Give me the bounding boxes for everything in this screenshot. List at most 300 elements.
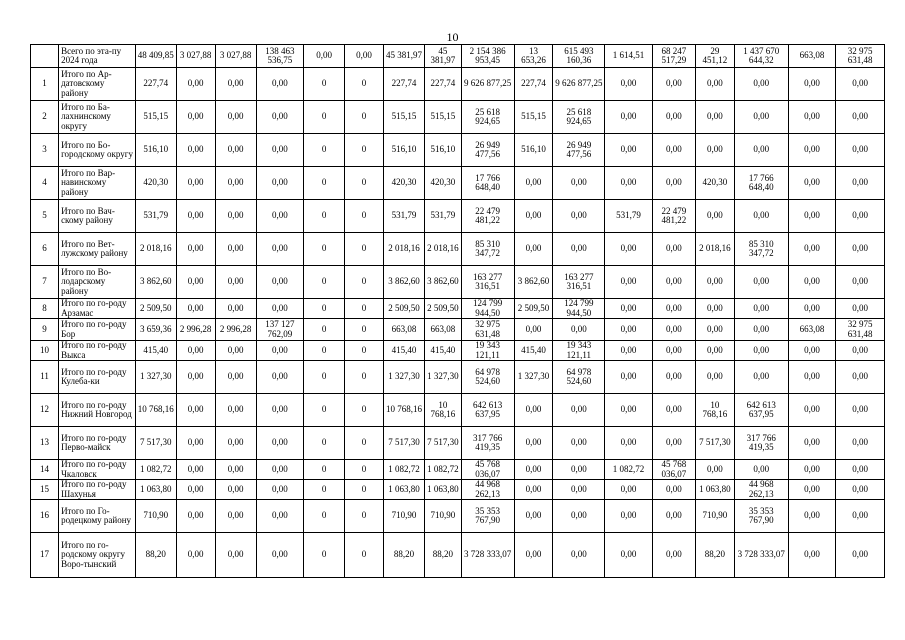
- value-cell: 0,00: [176, 68, 215, 101]
- value-cell: 3 862,60: [514, 266, 553, 299]
- row-label-cell: Итого по го-роду Кулеба-ки: [59, 361, 136, 394]
- value-cell: 0,00: [514, 394, 553, 427]
- value-cell: 2 509,50: [383, 299, 424, 319]
- value-cell: 0: [345, 319, 384, 341]
- value-cell: 0,00: [256, 134, 304, 167]
- value-cell: 25 618 924,65: [553, 101, 605, 134]
- value-cell: 35 353 767,90: [734, 500, 788, 533]
- value-cell: 85 310 347,72: [461, 233, 514, 266]
- value-cell: 0: [304, 500, 345, 533]
- value-cell: 0,00: [695, 319, 734, 341]
- table-row: [31, 134, 885, 167]
- table-row: [31, 500, 885, 533]
- value-cell: 0,00: [176, 460, 215, 480]
- value-cell: 88,20: [695, 533, 734, 578]
- value-cell: 25 618 924,65: [461, 101, 514, 134]
- value-cell: 0,00: [553, 394, 605, 427]
- value-cell: 1 063,80: [424, 480, 461, 500]
- value-cell: 0,00: [605, 134, 653, 167]
- value-cell: 0,00: [652, 233, 695, 266]
- value-cell: 0,00: [836, 361, 885, 394]
- value-cell: 0,00: [788, 460, 836, 480]
- value-cell: 88,20: [424, 533, 461, 578]
- value-cell: 0,00: [605, 341, 653, 361]
- value-cell: 1 063,80: [695, 480, 734, 500]
- value-cell: 317 766 419,35: [734, 427, 788, 460]
- value-cell: 515,15: [383, 101, 424, 134]
- value-cell: 0: [304, 134, 345, 167]
- value-cell: 1 082,72: [383, 460, 424, 480]
- value-cell: 0,00: [734, 460, 788, 480]
- value-cell: 9 626 877,25: [553, 68, 605, 101]
- value-cell: 663,08: [788, 45, 836, 68]
- value-cell: 0,00: [788, 299, 836, 319]
- value-cell: 26 949 477,56: [553, 134, 605, 167]
- value-cell: 10 768,16: [383, 394, 424, 427]
- row-label-cell: Итого по Вар-навинскому району: [59, 167, 136, 200]
- table-row: [31, 200, 885, 233]
- value-cell: 227,74: [424, 68, 461, 101]
- value-cell: 7 517,30: [383, 427, 424, 460]
- value-cell: 515,15: [424, 101, 461, 134]
- value-cell: 516,10: [514, 134, 553, 167]
- value-cell: 3 659,36: [135, 319, 176, 341]
- table-row: [31, 533, 885, 578]
- row-number-cell: 2: [31, 101, 59, 134]
- value-cell: 0: [304, 68, 345, 101]
- value-cell: 45 768 036,07: [652, 460, 695, 480]
- value-cell: 0,00: [788, 394, 836, 427]
- row-number-cell: 10: [31, 341, 59, 361]
- value-cell: 0,00: [256, 500, 304, 533]
- value-cell: 0: [304, 480, 345, 500]
- value-cell: 1 437 670 644,32: [734, 45, 788, 68]
- value-cell: 0,00: [695, 361, 734, 394]
- table-row: [31, 167, 885, 200]
- value-cell: 0,00: [734, 134, 788, 167]
- value-cell: 0,00: [514, 427, 553, 460]
- value-cell: 0,00: [553, 460, 605, 480]
- value-cell: 10 768,16: [424, 394, 461, 427]
- value-cell: 26 949 477,56: [461, 134, 514, 167]
- value-cell: 0,00: [176, 341, 215, 361]
- value-cell: 0,00: [176, 427, 215, 460]
- value-cell: 0,00: [256, 200, 304, 233]
- value-cell: 1 082,72: [605, 460, 653, 480]
- value-cell: 615 493 160,36: [553, 45, 605, 68]
- row-number-cell: 12: [31, 394, 59, 427]
- row-label-cell: Итого по Вач-скому району: [59, 200, 136, 233]
- row-number-cell: 1: [31, 68, 59, 101]
- value-cell: 0,00: [256, 101, 304, 134]
- row-number-cell: 6: [31, 233, 59, 266]
- value-cell: 0,00: [553, 533, 605, 578]
- value-cell: 0,00: [553, 427, 605, 460]
- value-cell: 0,00: [695, 134, 734, 167]
- row-label-cell: Итого по Бо-городскому округу: [59, 134, 136, 167]
- value-cell: 0,00: [176, 500, 215, 533]
- value-cell: 0,00: [695, 68, 734, 101]
- value-cell: 663,08: [383, 319, 424, 341]
- value-cell: 0,00: [256, 460, 304, 480]
- value-cell: 0,00: [605, 299, 653, 319]
- value-cell: 45 381,97: [383, 45, 424, 68]
- value-cell: 0,00: [788, 427, 836, 460]
- value-cell: 19 343 121,11: [553, 341, 605, 361]
- value-cell: 0,00: [836, 480, 885, 500]
- value-cell: 420,30: [695, 167, 734, 200]
- value-cell: 227,74: [514, 68, 553, 101]
- row-number-cell: 11: [31, 361, 59, 394]
- value-cell: 22 479 481,22: [652, 200, 695, 233]
- value-cell: 0: [304, 200, 345, 233]
- value-cell: 2 018,16: [424, 233, 461, 266]
- value-cell: 2 154 386 953,45: [461, 45, 514, 68]
- value-cell: 515,15: [514, 101, 553, 134]
- value-cell: 3 728 333,07: [461, 533, 514, 578]
- value-cell: 0: [345, 427, 384, 460]
- value-cell: 0: [304, 394, 345, 427]
- value-cell: 663,08: [424, 319, 461, 341]
- value-cell: 0,00: [836, 394, 885, 427]
- value-cell: 17 766 648,40: [461, 167, 514, 200]
- value-cell: 0: [345, 460, 384, 480]
- value-cell: 0,00: [734, 299, 788, 319]
- value-cell: 19 343 121,11: [461, 341, 514, 361]
- value-cell: 0,00: [836, 427, 885, 460]
- row-label-cell: Итого по го-роду Выкса: [59, 341, 136, 361]
- table-row: [31, 233, 885, 266]
- value-cell: 2 018,16: [135, 233, 176, 266]
- row-number-cell: 14: [31, 460, 59, 480]
- value-cell: 1 327,30: [135, 361, 176, 394]
- value-cell: 0,00: [788, 480, 836, 500]
- value-cell: 0,00: [215, 341, 256, 361]
- value-cell: 0,00: [215, 394, 256, 427]
- value-cell: 2 996,28: [176, 319, 215, 341]
- value-cell: 3 862,60: [135, 266, 176, 299]
- value-cell: 415,40: [383, 341, 424, 361]
- value-cell: 0,00: [788, 167, 836, 200]
- table-row: [31, 427, 885, 460]
- row-number-cell: 16: [31, 500, 59, 533]
- value-cell: 0,00: [652, 341, 695, 361]
- value-cell: 0: [304, 427, 345, 460]
- value-cell: 0,00: [514, 200, 553, 233]
- value-cell: 516,10: [135, 134, 176, 167]
- table-row: [31, 361, 885, 394]
- value-cell: 0,00: [256, 341, 304, 361]
- value-cell: 0,00: [514, 233, 553, 266]
- row-label-cell: Итого по Во-лодарскому району: [59, 266, 136, 299]
- value-cell: 0,00: [215, 266, 256, 299]
- value-cell: 1 082,72: [424, 460, 461, 480]
- row-label-cell: Итого по Го-родецкому району: [59, 500, 136, 533]
- value-cell: 0,00: [256, 533, 304, 578]
- value-cell: 0,00: [652, 500, 695, 533]
- value-cell: 0,00: [553, 200, 605, 233]
- value-cell: 0,00: [176, 134, 215, 167]
- value-cell: 0,00: [695, 200, 734, 233]
- value-cell: 88,20: [135, 533, 176, 578]
- value-cell: 0,00: [176, 167, 215, 200]
- value-cell: 0,00: [836, 233, 885, 266]
- row-label-cell: Итого по го-роду Бор: [59, 319, 136, 341]
- total-row: [31, 45, 885, 68]
- value-cell: 710,90: [695, 500, 734, 533]
- value-cell: 0,00: [605, 68, 653, 101]
- value-cell: 0,00: [256, 361, 304, 394]
- value-cell: 0,00: [304, 45, 345, 68]
- value-cell: 642 613 637,95: [461, 394, 514, 427]
- table-row: [31, 480, 885, 500]
- value-cell: 0,00: [605, 533, 653, 578]
- value-cell: 0,00: [652, 533, 695, 578]
- value-cell: 0,00: [788, 101, 836, 134]
- row-label-cell: Итого по го-роду Чкаловск: [59, 460, 136, 480]
- value-cell: 0,00: [652, 167, 695, 200]
- value-cell: 710,90: [424, 500, 461, 533]
- value-cell: 137 127 762,09: [256, 319, 304, 341]
- row-number-cell: 15: [31, 480, 59, 500]
- row-number-cell: 4: [31, 167, 59, 200]
- value-cell: 0,00: [514, 460, 553, 480]
- value-cell: 0,00: [788, 341, 836, 361]
- value-cell: 0,00: [836, 167, 885, 200]
- value-cell: 0,00: [652, 361, 695, 394]
- value-cell: 7 517,30: [424, 427, 461, 460]
- row-label-cell: Итого по Ба-лахнинскому округу: [59, 101, 136, 134]
- value-cell: 0,00: [605, 500, 653, 533]
- value-cell: 3 728 333,07: [734, 533, 788, 578]
- value-cell: 0,00: [553, 319, 605, 341]
- value-cell: 0,00: [652, 266, 695, 299]
- value-cell: 0: [345, 299, 384, 319]
- value-cell: 3 862,60: [424, 266, 461, 299]
- value-cell: 0,00: [836, 200, 885, 233]
- table-row: [31, 101, 885, 134]
- value-cell: 0,00: [605, 427, 653, 460]
- value-cell: 0,00: [514, 319, 553, 341]
- value-cell: 32 975 631,48: [461, 319, 514, 341]
- value-cell: 0: [345, 200, 384, 233]
- value-cell: 163 277 316,51: [461, 266, 514, 299]
- value-cell: 68 247 517,29: [652, 45, 695, 68]
- value-cell: 531,79: [135, 200, 176, 233]
- value-cell: 0: [345, 266, 384, 299]
- value-cell: 0,00: [788, 500, 836, 533]
- row-label-cell: Итого по го-роду Шахунья: [59, 480, 136, 500]
- value-cell: 0,00: [176, 480, 215, 500]
- row-number-cell: 8: [31, 299, 59, 319]
- value-cell: 1 063,80: [383, 480, 424, 500]
- value-cell: 138 463 536,75: [256, 45, 304, 68]
- value-cell: 0,00: [215, 500, 256, 533]
- table-row: [31, 394, 885, 427]
- value-cell: 0,00: [734, 341, 788, 361]
- value-cell: 0,00: [734, 101, 788, 134]
- value-cell: 0: [304, 101, 345, 134]
- value-cell: 0,00: [553, 500, 605, 533]
- value-cell: 0,00: [652, 480, 695, 500]
- value-cell: 0,00: [695, 266, 734, 299]
- value-cell: 420,30: [424, 167, 461, 200]
- value-cell: 0,00: [695, 460, 734, 480]
- row-number-cell: 17: [31, 533, 59, 578]
- value-cell: 415,40: [424, 341, 461, 361]
- value-cell: 32 975 631,48: [836, 45, 885, 68]
- value-cell: 0,00: [605, 394, 653, 427]
- value-cell: 7 517,30: [695, 427, 734, 460]
- value-cell: 317 766 419,35: [461, 427, 514, 460]
- value-cell: 710,90: [383, 500, 424, 533]
- value-cell: 0,00: [176, 533, 215, 578]
- table-row: [31, 68, 885, 101]
- value-cell: 0,00: [256, 427, 304, 460]
- value-cell: 7 517,30: [135, 427, 176, 460]
- value-cell: 0: [345, 233, 384, 266]
- value-cell: 32 975 631,48: [836, 319, 885, 341]
- value-cell: 0,00: [836, 134, 885, 167]
- value-cell: 0,00: [553, 167, 605, 200]
- table-body: [31, 45, 885, 578]
- value-cell: 0,00: [652, 134, 695, 167]
- value-cell: 45 381,97: [424, 45, 461, 68]
- value-cell: 515,15: [135, 101, 176, 134]
- value-cell: 0: [304, 460, 345, 480]
- value-cell: 13 653,26: [514, 45, 553, 68]
- value-cell: 0,00: [788, 134, 836, 167]
- value-cell: 0: [345, 480, 384, 500]
- value-cell: 227,74: [383, 68, 424, 101]
- value-cell: 1 327,30: [424, 361, 461, 394]
- value-cell: 0,00: [605, 266, 653, 299]
- value-cell: 663,08: [788, 319, 836, 341]
- value-cell: 0,00: [652, 427, 695, 460]
- value-cell: 0,00: [256, 68, 304, 101]
- value-cell: 0: [345, 68, 384, 101]
- value-cell: 0,00: [695, 101, 734, 134]
- value-cell: 0: [345, 361, 384, 394]
- table-row: [31, 266, 885, 299]
- value-cell: 0: [345, 167, 384, 200]
- value-cell: 2 018,16: [383, 233, 424, 266]
- value-cell: 0,00: [836, 68, 885, 101]
- value-cell: 0,00: [605, 233, 653, 266]
- value-cell: 0,00: [256, 233, 304, 266]
- value-cell: 0,00: [215, 361, 256, 394]
- value-cell: 44 968 262,13: [734, 480, 788, 500]
- value-cell: 0,00: [605, 480, 653, 500]
- row-number-cell: 7: [31, 266, 59, 299]
- value-cell: 0,00: [652, 299, 695, 319]
- row-label-cell: Итого по Вет-лужскому району: [59, 233, 136, 266]
- value-cell: 2 996,28: [215, 319, 256, 341]
- value-cell: 415,40: [135, 341, 176, 361]
- value-cell: 642 613 637,95: [734, 394, 788, 427]
- value-cell: 0,00: [605, 319, 653, 341]
- value-cell: 516,10: [424, 134, 461, 167]
- value-cell: 0,00: [215, 533, 256, 578]
- value-cell: 2 509,50: [514, 299, 553, 319]
- value-cell: 420,30: [383, 167, 424, 200]
- value-cell: 0,00: [734, 319, 788, 341]
- value-cell: 0,00: [788, 266, 836, 299]
- value-cell: 9 626 877,25: [461, 68, 514, 101]
- value-cell: 0,00: [695, 341, 734, 361]
- value-cell: 0,00: [514, 500, 553, 533]
- value-cell: 0,00: [256, 480, 304, 500]
- value-cell: 0,00: [215, 460, 256, 480]
- table-row: [31, 341, 885, 361]
- row-number-cell: 5: [31, 200, 59, 233]
- value-cell: 2 018,16: [695, 233, 734, 266]
- value-cell: 0: [304, 361, 345, 394]
- data-table: [30, 44, 885, 578]
- value-cell: 48 409,85: [135, 45, 176, 68]
- value-cell: 0,00: [836, 460, 885, 480]
- value-cell: 0,00: [345, 45, 384, 68]
- value-cell: 0,00: [788, 233, 836, 266]
- value-cell: 0: [304, 319, 345, 341]
- value-cell: 0,00: [514, 167, 553, 200]
- value-cell: 420,30: [135, 167, 176, 200]
- row-label-cell: Итого по го-роду Арзамас: [59, 299, 136, 319]
- value-cell: 0: [304, 167, 345, 200]
- value-cell: 516,10: [383, 134, 424, 167]
- value-cell: 0,00: [734, 200, 788, 233]
- value-cell: 0,00: [695, 299, 734, 319]
- value-cell: 0,00: [605, 361, 653, 394]
- value-cell: 1 063,80: [135, 480, 176, 500]
- value-cell: 531,79: [383, 200, 424, 233]
- value-cell: 0,00: [176, 266, 215, 299]
- row-label-cell: Всего по эта-пу 2024 года: [59, 45, 136, 68]
- value-cell: 64 978 524,60: [461, 361, 514, 394]
- value-cell: 0,00: [605, 101, 653, 134]
- value-cell: 0,00: [788, 533, 836, 578]
- value-cell: 0,00: [553, 233, 605, 266]
- value-cell: 29 451,12: [695, 45, 734, 68]
- value-cell: 85 310 347,72: [734, 233, 788, 266]
- value-cell: 0,00: [652, 68, 695, 101]
- value-cell: 0,00: [176, 101, 215, 134]
- value-cell: 2 509,50: [135, 299, 176, 319]
- value-cell: 0,00: [652, 319, 695, 341]
- value-cell: 0,00: [836, 500, 885, 533]
- value-cell: 3 027,88: [176, 45, 215, 68]
- value-cell: 0: [345, 134, 384, 167]
- value-cell: 124 799 944,50: [461, 299, 514, 319]
- value-cell: 0,00: [256, 167, 304, 200]
- value-cell: 163 277 316,51: [553, 266, 605, 299]
- value-cell: 124 799 944,50: [553, 299, 605, 319]
- row-label-cell: Итого по го-роду Перво-майск: [59, 427, 136, 460]
- value-cell: 3 862,60: [383, 266, 424, 299]
- value-cell: 0,00: [788, 200, 836, 233]
- value-cell: 1 614,51: [605, 45, 653, 68]
- value-cell: 1 327,30: [383, 361, 424, 394]
- value-cell: 0,00: [788, 361, 836, 394]
- value-cell: 0: [304, 299, 345, 319]
- value-cell: 35 353 767,90: [461, 500, 514, 533]
- row-number-cell: 3: [31, 134, 59, 167]
- row-label-cell: Итого по го-родскому округу Воро-тынский: [59, 533, 136, 578]
- row-number-cell: [31, 45, 59, 68]
- value-cell: 45 768 036,07: [461, 460, 514, 480]
- value-cell: 0,00: [256, 299, 304, 319]
- value-cell: 227,74: [135, 68, 176, 101]
